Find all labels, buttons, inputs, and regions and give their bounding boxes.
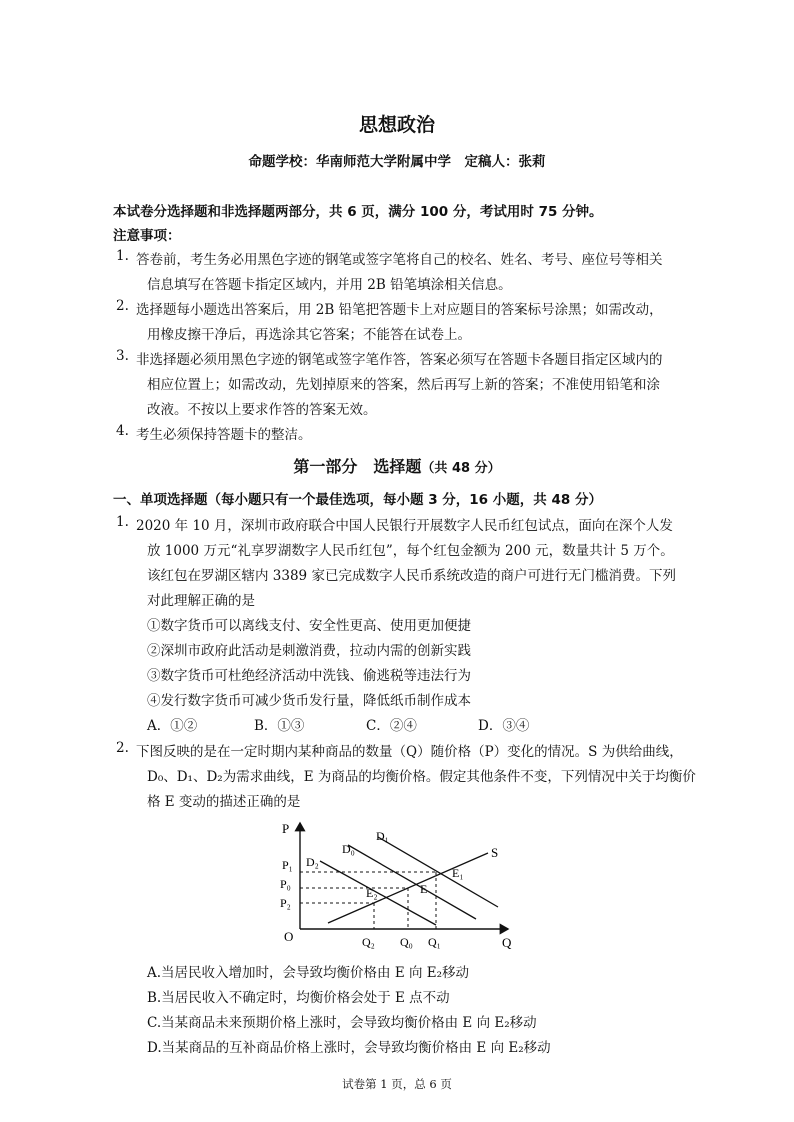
question-number: 1. [116, 514, 129, 530]
notice-line: 考生必须保持答题卡的整洁。 [136, 427, 312, 443]
notice-line: 相应位置上；如需改动，先划掉原来的答案，然后再写上新的答案；不准使用铅笔和涂 [147, 377, 660, 393]
d1-label: D₁ [376, 829, 389, 843]
q1-label: Q₁ [428, 935, 441, 949]
notice-title: 注意事项： [113, 228, 181, 244]
option-d: D．③④ [478, 718, 530, 734]
e1-label: E₁ [452, 866, 464, 880]
subsection-title: 一、单项选择题（每小题只有一个最佳选项，每小题 3 分，16 小题，共 48 分） [113, 492, 602, 508]
notice-number: 1. [116, 248, 129, 264]
notice-line: 答卷前，考生务必用黑色字迹的钢笔或签字笔将自己的校名、姓名、考号、座位号等相关 [136, 252, 663, 268]
p2-label: P₂ [280, 896, 291, 910]
page-footer: 试卷第 1 页，总 6 页 [342, 1077, 452, 1091]
notice-number: 3. [116, 348, 129, 364]
question-line: 下图反映的是在一定时期内某种商品的数量（Q）随价格（P）变化的情况。S 为供给曲线， [136, 744, 683, 760]
option-c: C.当某商品未来预期价格上涨时，会导致均衡价格由 E 向 E₂移动 [147, 1015, 537, 1031]
d2-label: D₂ [306, 855, 319, 869]
question-number: 2. [116, 740, 129, 756]
notice-line: 信息填写在答题卡指定区域内，并用 2B 铅笔填涂相关信息。 [147, 277, 512, 293]
d0-label: D₀ [342, 842, 355, 856]
origin-label: O [284, 929, 294, 944]
option-b: B．①③ [254, 718, 305, 734]
question-line: 2020 年 10 月，深圳市政府联合中国人民银行开展数字人民币红包试点，面向在深个人发 [136, 518, 673, 534]
statement: ③数字货币可杜绝经济活动中洗钱、偷逃税等违法行为 [147, 668, 471, 684]
notice-line: 非选择题必须用黑色字迹的钢笔或签字笔作答，答案必须写在答题卡各题目指定区域内的 [136, 352, 663, 368]
x-axis-label: Q [502, 935, 512, 950]
notice-number: 2. [116, 298, 129, 314]
section-title [0, 454, 794, 477]
supply-label: S [491, 845, 499, 860]
notice-line: 用橡皮擦干净后，再选涂其它答案；不能答在试卷上。 [147, 327, 471, 343]
e-label: E [420, 882, 428, 896]
notice-line: 改液。不按以上要求作答的答案无效。 [147, 402, 377, 418]
statement: ④发行数字货币可减少货币发行量，降低纸币制作成本 [147, 693, 471, 709]
question-line: 该红包在罗湖区辖内 3389 家已完成数字人民币系统改造的商户可进行无门槛消费。下列 [147, 568, 676, 584]
p1-label: P₁ [282, 858, 293, 872]
notice-number: 4. [116, 423, 129, 439]
supply-demand-graph [270, 815, 530, 955]
demand-curve-d2 [320, 861, 436, 925]
p0-label: P₀ [280, 877, 291, 891]
y-axis-label: P [282, 821, 290, 836]
notice-line: 选择题每小题选出答案后，用 2B 铅笔把答题卡上对应题目的答案标号涂黑；如需改动， [136, 302, 663, 318]
section-points: （共 48 分） [421, 461, 501, 476]
q2-label: Q₂ [362, 935, 375, 949]
q0-label: Q₀ [400, 935, 413, 949]
option-a: A.当居民收入增加时，会导致均衡价格由 E 向 E₂移动 [147, 965, 470, 981]
statement: ②深圳市政府此活动是刺激消费，拉动内需的创新实践 [147, 643, 471, 659]
option-a: A．①② [147, 718, 198, 734]
question-line: 格 E 变动的描述正确的是 [147, 794, 301, 810]
statement: ①数字货币可以离线支付、安全性更高、使用更加便捷 [147, 618, 471, 634]
exam-intro: 本试卷分选择题和非选择题两部分，共 6 页，满分 100 分，考试用时 75 分钟。 [113, 204, 603, 220]
e2-label: E₂ [366, 886, 378, 900]
page-title: 思想政治 [358, 114, 435, 136]
section-title-text: 第一部分 选择题 [293, 457, 422, 476]
question-line: 对此理解正确的是 [147, 593, 255, 609]
question-line: 放 1000 万元“礼享罗湖数字人民币红包”，每个红包金额为 200 元，数量共计 5 万个。 [147, 543, 674, 559]
option-b: B.当居民收入不确定时，均衡价格会处于 E 点不动 [147, 990, 450, 1006]
option-c: C．②④ [366, 718, 417, 734]
question-line: D₀、D₁、D₂为需求曲线，E 为商品的均衡价格。假定其他条件不变，下列情况中关于均衡价 [147, 769, 696, 785]
option-d: D.当某商品的互补商品价格上涨时，会导致均衡价格由 E 向 E₂移动 [147, 1040, 551, 1056]
exam-author-line: 命题学校：华南师范大学附属中学 定稿人：张莉 [248, 154, 546, 170]
